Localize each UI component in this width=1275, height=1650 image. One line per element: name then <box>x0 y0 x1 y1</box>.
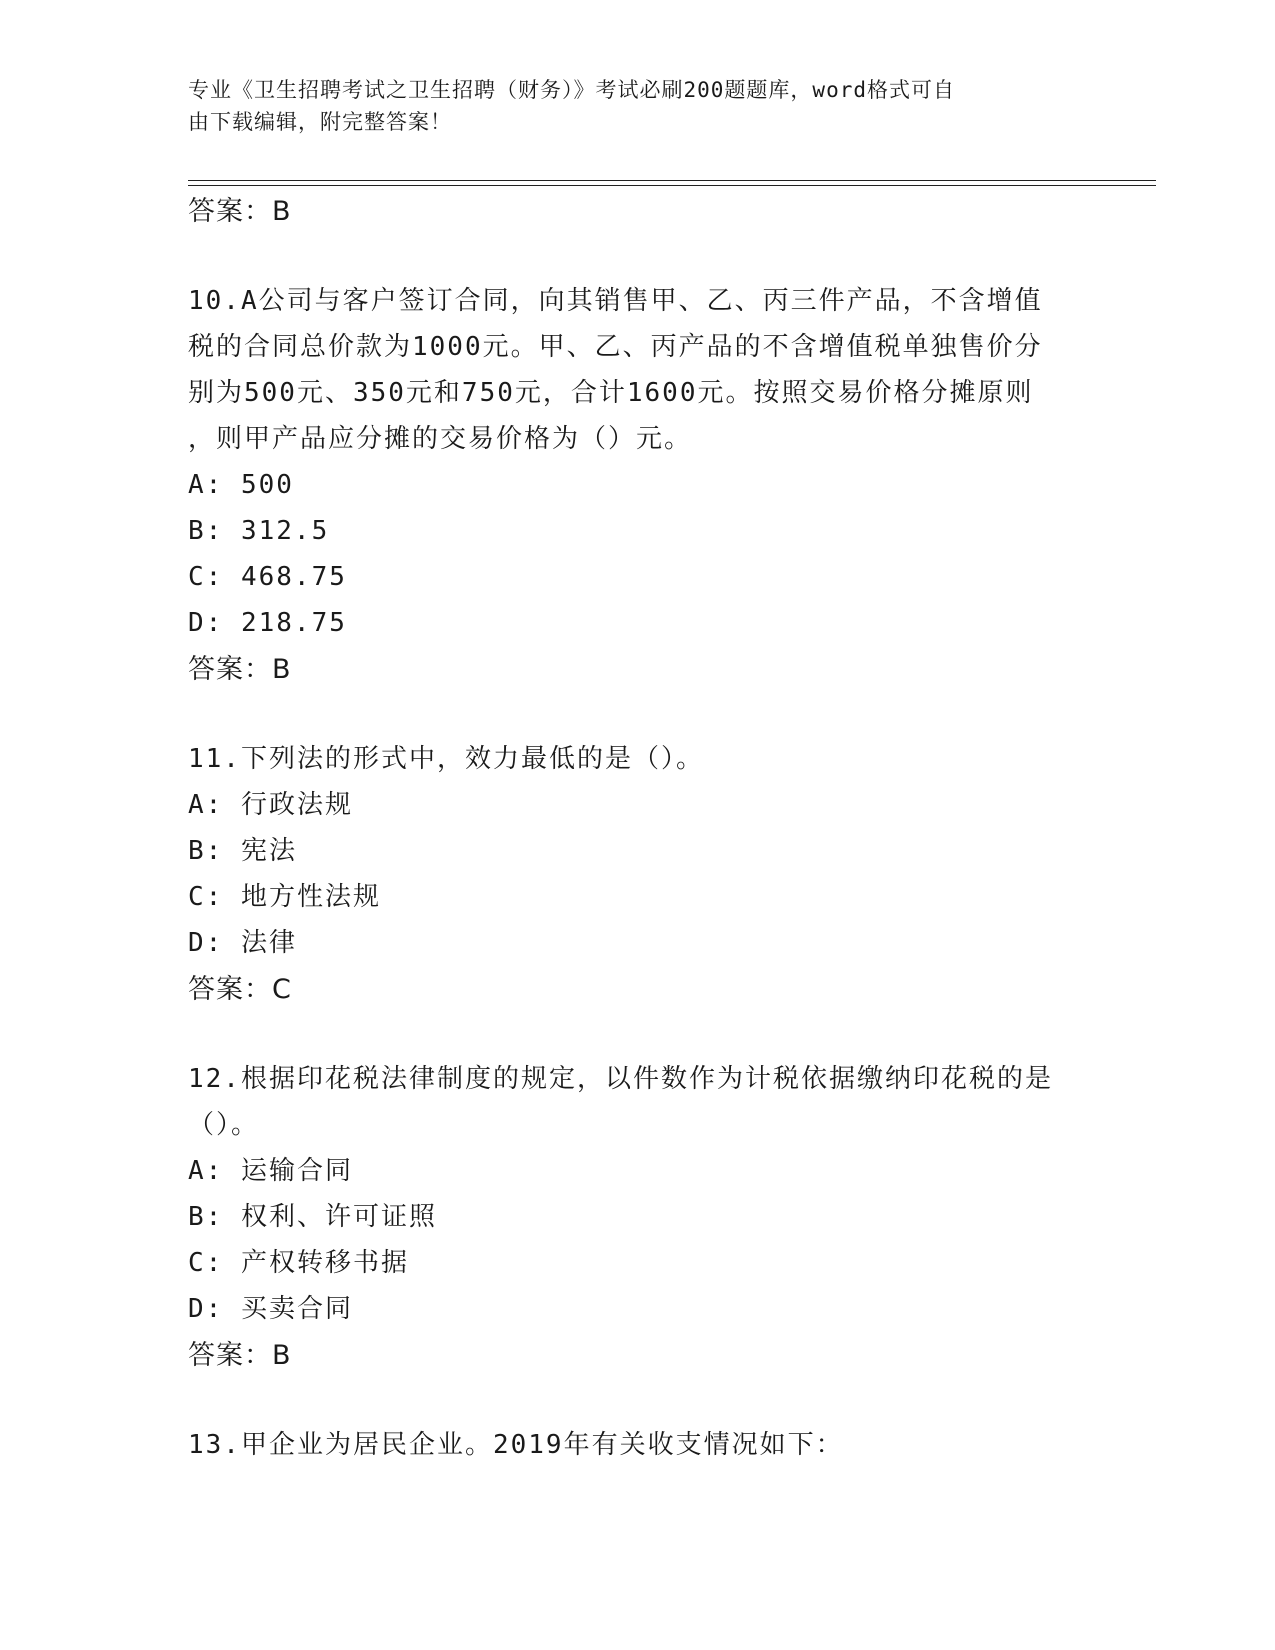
question-10-option-a: A: 500 <box>188 470 294 500</box>
question-13 <box>188 1422 1088 1468</box>
question-10-option-c: C: 468.75 <box>188 562 347 592</box>
question-12-option-b: B: 权利、许可证照 <box>188 1202 437 1232</box>
question-11-option-d: D: 法律 <box>188 928 297 958</box>
previous-answer: 答案：B <box>188 196 292 227</box>
page-header <box>188 74 1068 138</box>
question-11-option-b: B: 宪法 <box>188 836 297 866</box>
question-12-text-line: （）。 <box>188 1110 260 1140</box>
question-10-text-line: 税的合同总价款为1000元。甲、乙、丙产品的不含增值税单独售价分 <box>188 332 1043 362</box>
question-12-answer: 答案：B <box>188 1340 292 1371</box>
question-12-option-c: C: 产权转移书据 <box>188 1248 409 1278</box>
question-10-text-line: ，则甲产品应分摊的交易价格为（）元。 <box>188 424 693 454</box>
header-rule-top <box>188 180 1156 181</box>
question-11-option-a: A: 行政法规 <box>188 790 353 820</box>
question-10-option-d: D: 218.75 <box>188 608 347 638</box>
question-12 <box>188 1056 1088 1380</box>
question-12-text-line: 12.根据印花税法律制度的规定，以件数作为计税依据缴纳印花税的是 <box>188 1064 1053 1094</box>
question-12-option-d: D: 买卖合同 <box>188 1294 353 1324</box>
header-line-1: 专业《卫生招聘考试之卫生招聘（财务）》考试必刷200题题库，word格式可自 <box>188 78 955 102</box>
question-11 <box>188 736 1088 1014</box>
header-line-2: 由下载编辑，附完整答案！ <box>188 110 452 134</box>
question-11-text-line: 11.下列法的形式中，效力最低的是（）。 <box>188 744 704 774</box>
header-rule-bottom <box>188 185 1156 186</box>
question-11-option-c: C: 地方性法规 <box>188 882 381 912</box>
question-10-text-line: 别为500元、350元和750元，合计1600元。按照交易价格分摊原则 <box>188 378 1034 408</box>
question-10-option-b: B: 312.5 <box>188 516 330 546</box>
question-10 <box>188 278 1088 694</box>
question-10-answer: 答案：B <box>188 654 292 685</box>
question-12-option-a: A: 运输合同 <box>188 1156 353 1186</box>
question-11-answer: 答案：C <box>188 974 292 1005</box>
question-10-text-line: 10.A公司与客户签订合同，向其销售甲、乙、丙三件产品，不含增值 <box>188 286 1043 316</box>
question-13-text-line: 13.甲企业为居民企业。2019年有关收支情况如下： <box>188 1430 844 1460</box>
document-body <box>188 188 1088 1468</box>
